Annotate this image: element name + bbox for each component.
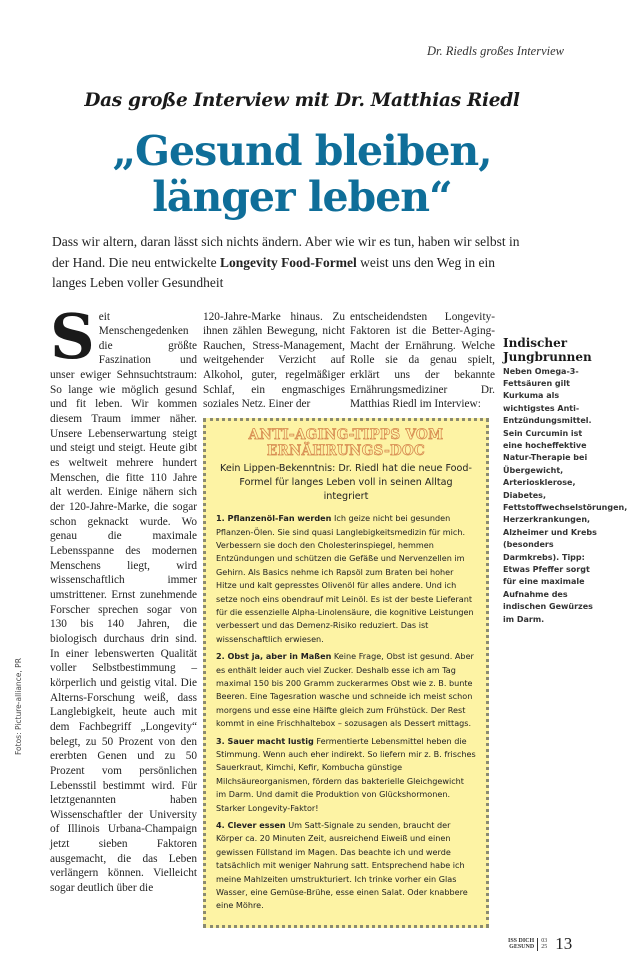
section-kicker: Dr. Riedls großes Interview bbox=[426, 44, 564, 58]
lead-bold: Longevity Food-Formel bbox=[219, 254, 357, 270]
tip-item bbox=[216, 650, 476, 730]
photo-credit: Fotos: Picture-alliance, PR bbox=[14, 658, 23, 755]
article-body bbox=[50, 232, 627, 928]
sidebar-note bbox=[503, 335, 627, 627]
tips-box bbox=[203, 418, 489, 928]
subtitle: Das große Interview mit Dr. Matthias Riedl bbox=[84, 90, 520, 111]
tip-title: 3. Sauer macht lustig bbox=[216, 735, 314, 746]
tip-item bbox=[216, 819, 476, 913]
page-footer bbox=[508, 934, 572, 954]
tip-title: 2. Obst ja, aber in Maßen bbox=[216, 651, 332, 662]
issue-line-2: 25 bbox=[541, 944, 548, 950]
headline-line-2: länger leben“ bbox=[152, 173, 452, 221]
tip-text: Keine Frage, Obst ist gesund. Aber es enthält leider auch viel Zucker. Deshalb esse ich am Tag maximal 150 bis 200 Gramm zuckerarmes Obst wie z. B. bunte Beeren. Eine Tagesration wasche und schneide ich meist schon morgens und esse eine Hälfte gleich zum Frühstück. Der Rest kommt in eine Frischhaltebox – sozusagen als Dessert mittags. bbox=[216, 651, 474, 729]
headline bbox=[0, 128, 604, 220]
tip-text: Ich geize nicht bei gesunden Pflanzen-Ölen. Sie sind quasi Langlebigkeitsmedizin für mich. Verbessern sie doch den Cholesterinspiegel, hemmen Entzündungen und schützen die Gefäße und Nervenzellen im Gehirn. Als Basics nehme ich Rapsöl zum Braten bei hoher Hitze und kalt gepresstes Olivenöl für alles andere. Und ich setze noch eins obendrauf mit Leinöl. Es ist der beste Lieferant für die essenzielle Alpha-Linolensäure, die kognitive Leistungen verbessert und das Demenz-Risiko reduziert. Das ist wissenschaftlich erwiesen. bbox=[216, 513, 474, 644]
tip-title: 1. Pflanzenöl-Fan werden bbox=[216, 513, 332, 524]
columns bbox=[50, 299, 627, 928]
lead-text-2: weist uns den Weg in ein langes Leben voller Gesundheit bbox=[52, 254, 495, 290]
tip-title: 4. Clever essen bbox=[216, 820, 286, 831]
drop-cap: S bbox=[50, 299, 95, 373]
divider bbox=[537, 938, 538, 951]
tip-text: Fermentierte Lebensmittel heben die Stimmung. Wenn auch eher indirekt. So liefern mir z. B. frisches Sauerkraut, Kimchi, Kefir, Kombucha günstige Milchsäureorganismen, fördern das bakterielle Gleichgewicht im Darm. Und damit die Produktion von Glückshormonen. Starker Longevity-Faktor! bbox=[216, 735, 476, 813]
magazine-name-line-2: GESUND bbox=[509, 944, 535, 950]
magazine-name bbox=[508, 938, 534, 951]
tips-box-title bbox=[216, 427, 476, 459]
body-column-1 bbox=[50, 299, 197, 896]
page-number: 13 bbox=[555, 934, 573, 953]
tips-box-intro: Kein Lippen-Bekenntnis: Dr. Riedl hat die neue Food-Formel für langes Leben voll in seinen Alltag integriert bbox=[220, 463, 472, 503]
issue-number bbox=[541, 938, 547, 951]
right-columns bbox=[203, 310, 495, 928]
lead-text-1: Dass wir altern, daran lässt sich nichts ändern. Aber wie wir es tun, haben wir selbst in der Hand. Die neu entwickelte bbox=[52, 234, 520, 270]
lead-paragraph bbox=[52, 232, 527, 294]
tip-item bbox=[216, 735, 476, 815]
tip-item bbox=[216, 512, 476, 646]
issue-line-1: 03 bbox=[541, 937, 548, 944]
tips-title-line-2: ERNÄHRUNGS-DOC bbox=[266, 443, 426, 460]
sidebar-title: Indischer Jungbrunnen bbox=[503, 335, 592, 364]
sidebar-text: Neben Omega-3-Fettsäuren gilt Kurkuma als wichtigstes Anti-Entzündungsmittel. Sein Curcumin ist eine hocheffektive Natur-Therapie bei Übergewicht, Arteriosklerose, Diabetes, Fettstoffwechselstörungen, Herzerkrankungen, Alzheimer und Krebs (besonders Darmkrebs). Tipp: Etwas Pfeffer sorgt für eine maximale Aufnahme des indischen Gewürzes im Darm. bbox=[503, 366, 627, 624]
tip-text: Um Satt-Signale zu senden, braucht der Körper ca. 20 Minuten Zeit, ausreichend Eiweiß und einen gewissen Füllstand im Magen. Das beachte ich und werde tatsächlich mit weniger Nahrung satt. Entsprechend habe ich meine Mahlzeiten umstrukturiert. Ich trinke vorher ein Glas Wasser, eine Gemüse-Brühe, esse einen Salat. Oder knabbere eine Möhre. bbox=[216, 820, 468, 911]
body-text-1: eit Menschengedenken die größte Faszination und unser ewiger Sehnsuchtstraum: So lange wie möglich gesund und fit leben. Wir kommen diesem Traum immer näher. Unsere Lebenserwartung steigt und steigt und steigt. Heute gibt es weltweit mehrere hundert Menschen, die fitte 110 Jahre alt werden. Einige nähern sich der 120-Jahre-Marke, die sogar schon geknackt wurde. Wo genau die maximale Lebensspanne des modernen Menschens liegt, wird wissenschaftlich immer umstrittener. Ernst zunehmende Forscher sprechen sogar von 130 bis 140 Jahren, die biologisch durchaus drin sind. In einer lebenswerten Qualität voller Selbstbestimmung – körperlich und geistig vital. Die Alterns-Forschung weiß, dass Langlebigkeit, heute auch mit dem Fachbegriff „Longevity“ belegt, zu 50 Prozent von den ererbten Genen und zu 50 Prozent vom persönlichen Lebensstil bestimmt wird. Für letztgenannten haben Wissenschaftler der University of Illinois Urbana-Champaign jetzt sieben Faktoren ausgemacht, die das Leben verlängern können. Vielleicht sogar deutlich über die bbox=[50, 310, 197, 895]
body-column-3: entscheidendsten Longevity-Faktoren ist die Better-Aging-Macht der Ernährung. Welche Rolle sie da genau spielt, erklärt uns der bekannte Ernährungsmediziner Dr. Matthias Riedl im Interview: bbox=[350, 310, 495, 411]
headline-line-1: „Gesund bleiben, bbox=[112, 127, 492, 175]
columns-top-row bbox=[203, 310, 495, 413]
body-column-2: 120-Jahre-Marke hinaus. Zu ihnen zählen Bewegung, nicht Rauchen, Stress-Management, weitgehender Verzicht auf Alkohol, guter, regelmäßiger Schlaf, ein engmaschiges soziales Netz. Einer der bbox=[203, 310, 345, 411]
magazine-name-line-1: ISS DICH bbox=[508, 937, 535, 944]
tips-title-line-1: ANTI-AGING-TIPPS VOM bbox=[248, 427, 444, 444]
